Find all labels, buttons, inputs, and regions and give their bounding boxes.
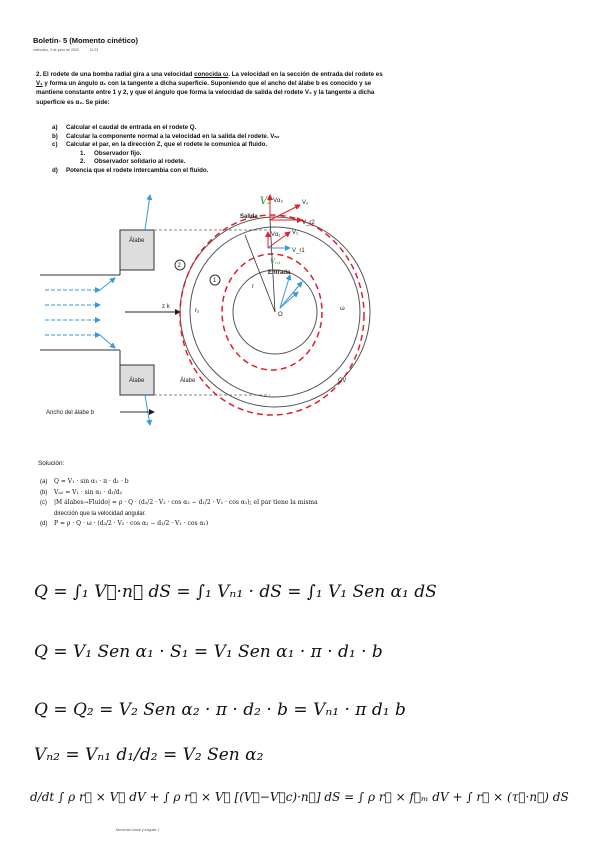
question-d: d) Potencia que el rodete intercambia con el fluido. bbox=[52, 166, 209, 174]
pump-diagram bbox=[40, 190, 400, 430]
label-two-circle: 2 bbox=[177, 263, 181, 269]
page-footer: Momento Lineal y Angular 1 bbox=[116, 828, 160, 832]
problem-v1: V₁ bbox=[36, 80, 43, 88]
solution-d: (d) P = ρ · Q · ω · (d₂/2 · V₂ · cos α₂ − d₁/2 · V₁ · cos α₁) bbox=[40, 520, 209, 528]
question-c1: 1. Observador fijo. bbox=[80, 149, 142, 157]
hand-vn1: Vₙ₁ bbox=[270, 258, 281, 266]
handwriting-line-2: Q = V₁ Sen α₁ · S₁ = V₁ Sen α₁ · π · d₁ · b bbox=[34, 642, 383, 662]
label-v2: V₂ bbox=[302, 200, 309, 206]
handwriting-line-3: Q = Q₂ = V₂ Sen α₂ · π · d₂ · b = Vₙ₁ · π d₁ b bbox=[34, 700, 406, 720]
page-subtitle bbox=[33, 48, 108, 52]
solution-c-cont: dirección que la velocidad angular. bbox=[54, 510, 147, 517]
solution-title: Solución: bbox=[38, 460, 65, 467]
handwriting-line-1: Q = ∫₁ V⃗·n⃗ dS = ∫₁ Vₙ₁ · dS = ∫₁ V₁ Sen α₁ dS bbox=[34, 582, 437, 602]
alabe-top-box bbox=[120, 230, 154, 270]
solution-list bbox=[40, 477, 400, 530]
label-vr2: V_r2 bbox=[302, 220, 315, 226]
label-alabe-bottom: Álabe bbox=[129, 378, 145, 384]
question-c2: 2. Observador solidario al rodete. bbox=[80, 158, 186, 166]
label-r: r bbox=[252, 284, 254, 290]
label-r2: r₂ bbox=[195, 308, 200, 314]
label-alabe-top: Álabe bbox=[129, 238, 145, 244]
solution-c: (c) |M álabes→Fluido| = ρ · Q · (d₂/2 · V₂ · cos α₂ − d₁/2 · V₁ · cos α₁); el par tiene la misma bbox=[40, 499, 318, 507]
page-title: Boletín- 5 (Momento cinético) bbox=[33, 36, 138, 45]
subtitle-time: 11:23 bbox=[89, 48, 99, 52]
pump-diagram-svg bbox=[40, 190, 400, 430]
label-entrada: Entrada bbox=[268, 270, 291, 276]
question-b: b) Calcular la componente normal a la velocidad en la salida del rodete. Vₙ₂ bbox=[52, 132, 280, 140]
label-va1: Vα₁ bbox=[271, 232, 281, 238]
solution-b: (b) Vₙ₂ = V₁ · sin α₁ · d₁/d₂ bbox=[40, 488, 123, 496]
label-one-circle: 1 bbox=[213, 278, 217, 284]
label-ancho: Ancho del álabe b bbox=[46, 410, 95, 416]
label-cv: CV bbox=[338, 378, 347, 384]
question-c: c) Calcular el par, en la dirección Z, que el rodete le comunica al fluido. bbox=[52, 141, 268, 149]
label-o: O bbox=[278, 312, 283, 318]
question-a: a) Calcular el caudal de entrada en el rodete Q. bbox=[52, 124, 197, 131]
label-zk: z k bbox=[162, 304, 170, 310]
label-alabe-center: Álabe bbox=[180, 378, 196, 384]
hand-v2: V₂ bbox=[260, 196, 272, 207]
handwriting-line-4: Vₙ₂ = Vₙ₁ d₁/d₂ = V₂ Sen α₂ bbox=[34, 745, 264, 765]
label-omega: ω bbox=[340, 306, 345, 312]
subtitle-date: miércoles, 3 de junio de 2020 bbox=[33, 48, 79, 52]
handwriting-line-5: d/dt ∫ ρ r⃗ × V⃗ dV + ∫ ρ r⃗ × V⃗ [(V⃗−V⃗c)·n⃗] dS = ∫ ρ r⃗ × f⃗ₘ dV + ∫ r⃗ × (τ⃗·n⃗) dS bbox=[30, 790, 569, 804]
label-salida: Salida bbox=[240, 214, 258, 220]
problem-underlined: conocida ω bbox=[194, 71, 229, 78]
label-v1: V₁ bbox=[292, 230, 299, 236]
question-list bbox=[52, 124, 280, 176]
problem-statement bbox=[36, 70, 386, 107]
solution-a: (a) Q = V₁ · sin α₁ · π · d₁ · b bbox=[40, 478, 129, 485]
label-vr1: V_r1 bbox=[292, 248, 305, 254]
label-va2: Vα₂ bbox=[273, 198, 283, 204]
problem-intro-mid: . La velocidad en la sección de entrada del rodete es bbox=[228, 71, 383, 78]
problem-intro-end: y forma un ángulo α₁ con la tangente a dicha superficie. Suponiendo que el ancho del álabe b es conocido y se mantiene constante entre 1 y 2, y que el ángulo que forma la velocidad de salida del rodete V₂ y la tangente a dicha superficie es α₂. Se pide: bbox=[36, 80, 375, 106]
problem-intro-start: 2. El rodete de una bomba radial gira a una velocidad bbox=[36, 71, 195, 78]
